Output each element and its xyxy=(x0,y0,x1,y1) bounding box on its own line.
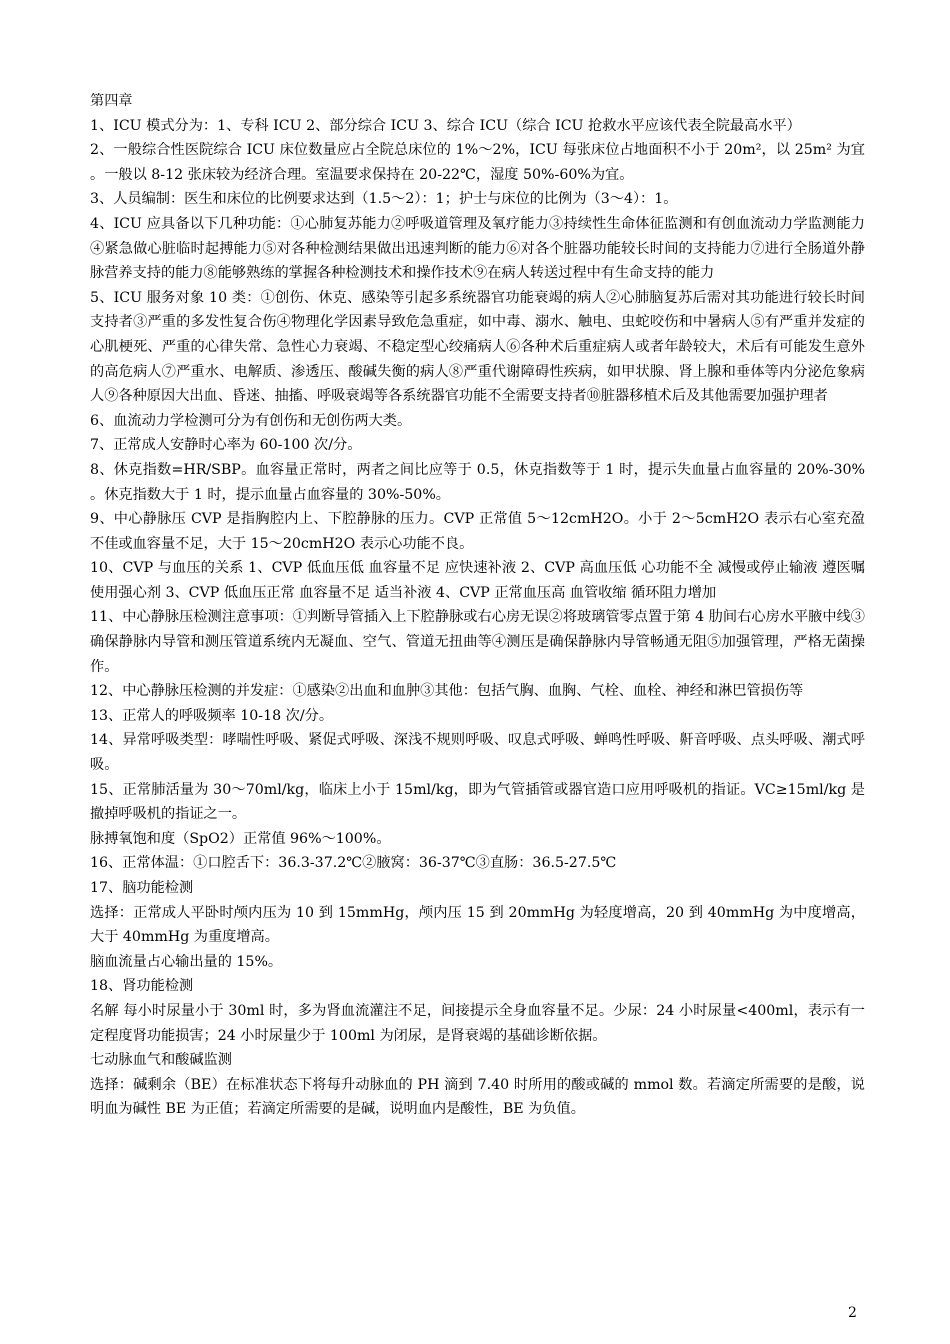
section-heading-blood-gas: 七动脉血气和酸碱监测 xyxy=(90,1052,232,1069)
section-heading-brain: 17、脑功能检测 xyxy=(90,880,194,896)
paragraph-9: 9、中心静脉压 CVP 是指胸腔内上、下腔静脉的压力。CVP 正常值 5～12cmH2O。小于 2～5cmH2O 表示右心室充盈不佳或血容量不足，大于 15～20cmH2O 表示心功能不良。 xyxy=(90,511,865,552)
paragraph-3: 3、人员编制：医生和床位的比例要求达到（1.5～2）：1；护士与床位的比例为（3～4）：1。 xyxy=(90,191,678,208)
paragraph-spo2: 脉搏氧饱和度（SpO2）正常值 96%～100%。 xyxy=(90,830,391,847)
section-heading-kidney: 18、肾功能检测 xyxy=(90,978,194,995)
paragraph-5: 5、ICU 服务对象 10 类：①创伤、休克、感染等引起多系统器官功能衰竭的病人②心肺脑复苏后需对其功能进行较长时间支持者③严重的多发性复合伤④物理化学因素导致危急重症，如中毒、溺水、触电、虫蛇咬伤和中暑病人⑤有严重并发症的心肌梗死、严重的心律失常、急性心力衰竭、不稳定型心绞痛病人⑥各种术后重症病人或者年龄较大，术后有可能发生意外的高危病人⑦严重水、电解质、渗透压、酸碱失衡的病人⑧严重代谢障碍性疾病，如甲状腺、肾上腺和垂体等内分泌危象病人⑨各种原因大出血、昏迷、抽搐、呼吸衰竭等各系统器官功能不全需要支持者⑩脏器移植术后及其他需要加强护理者 xyxy=(90,289,865,405)
document-body xyxy=(90,89,865,1122)
paragraph-14: 14、异常呼吸类型：哮喘性呼吸、紧促式呼吸、深浅不规则呼吸、叹息式呼吸、蝉鸣性呼吸、鼾音呼吸、点头呼吸、潮式呼吸。 xyxy=(90,732,865,774)
paragraph-kidney-def: 名解 每小时尿量小于 30ml 时，多为肾血流灌注不足，间接提示全身血容量不足。少尿：24 小时尿量<400ml，表示有一定程度肾功能损害；24 小时尿量少于 100ml 为闭尿，是肾衰竭的基础诊断依据。 xyxy=(90,1002,865,1044)
paragraph-12: 12、中心静脉压检测的并发症：①感染②出血和血肿③其他：包括气胸、血胸、气栓、血栓、神经和淋巴管损伤等 xyxy=(90,683,804,700)
paragraph-2: 2、一般综合性医院综合 ICU 床位数量应占全院总床位的 1%～2%，ICU 每张床位占地面积不小于 20m²，以 25m² 为宜。一般以 8-12 张床较为经济合理。室温要求保持在 20-22℃，湿度 50%-60%为宜。 xyxy=(90,142,865,183)
paragraph-13: 13、正常人的呼吸频率 10-18 次/分。 xyxy=(90,707,334,724)
paragraph-6: 6、血流动力学检测可分为有创伤和无创伤两大类。 xyxy=(90,412,412,429)
chapter-heading: 第四章 xyxy=(90,93,133,109)
paragraph-15: 15、正常肺活量为 30～70ml/kg，临床上小于 15ml/kg，即为气管插管或器官造口应用呼吸机的指证。VC≥15ml/kg 是撤掉呼吸机的指证之一。 xyxy=(90,781,865,823)
paragraph-7: 7、正常成人安静时心率为 60-100 次/分。 xyxy=(90,437,362,454)
paragraph-1: 1、ICU 模式分为：1、专科 ICU 2、部分综合 ICU 3、综合 ICU（综合 ICU 抢救水平应该代表全院最高水平） xyxy=(90,117,801,134)
paragraph-brain-flow: 脑血流量占心输出量的 15%。 xyxy=(90,953,283,970)
paragraph-11: 11、中心静脉压检测注意事项：①判断导管插入上下腔静脉或右心房无误②将玻璃管零点置于第 4 肋间右心房水平腋中线③确保静脉内导管和测压管道系统内无凝血、空气、管道无扭曲等④测压是确保静脉内导管畅通无阻⑤加强管理，严格无菌操作。 xyxy=(90,609,865,675)
page-number: 2 xyxy=(848,1305,857,1321)
paragraph-base-excess: 选择：碱剩余（BE）在标准状态下将每升动脉血的 PH 滴到 7.40 时所用的酸或碱的 mmol 数。若滴定所需要的是酸，说明血为碱性 BE 为正值；若滴定所需要的是碱，说明血内是酸性，BE 为负值。 xyxy=(90,1076,865,1118)
paragraph-16: 16、正常体温：①口腔舌下：36.3-37.2℃②腋窝：36-37℃③直肠：36.5-27.5℃ xyxy=(90,855,617,872)
paragraph-8: 8、休克指数=HR/SBP。血容量正常时，两者之间比应等于 0.5，休克指数等于 1 时，提示失血量占血容量的 20%-30%。休克指数大于 1 时，提示血量占血容量的 30%-50%。 xyxy=(90,461,865,503)
paragraph-10: 10、CVP 与血压的关系 1、CVP 低血压低 血容量不足 应快速补液 2、CVP 高血压低 心功能不全 减慢或停止输液 遵医嘱使用强心剂 3、CVP 低血压正常 血容量不足 适当补液 4、CVP 正常血压高 血管收缩 循环阻力增加 xyxy=(90,560,865,601)
paragraph-4: 4、ICU 应具备以下几种功能：①心肺复苏能力②呼吸道管理及氧疗能力③持续性生命体征监测和有创血流动力学监测能力④紧急做心脏临时起搏能力⑤对各种检测结果做出迅速判断的能力⑥对各个脏器功能较长时间的支持能力⑦进行全肠道外静脉营养支持的能力⑧能够熟练的掌握各种检测技术和操作技术⑨在病人转送过程中有生命支持的能力 xyxy=(90,215,865,282)
paragraph-brain-select: 选择：正常成人平卧时颅内压为 10 到 15mmHg，颅内压 15 到 20mmHg 为轻度增高，20 到 40mmHg 为中度增高，大于 40mmHg 为重度增高。 xyxy=(90,904,865,946)
